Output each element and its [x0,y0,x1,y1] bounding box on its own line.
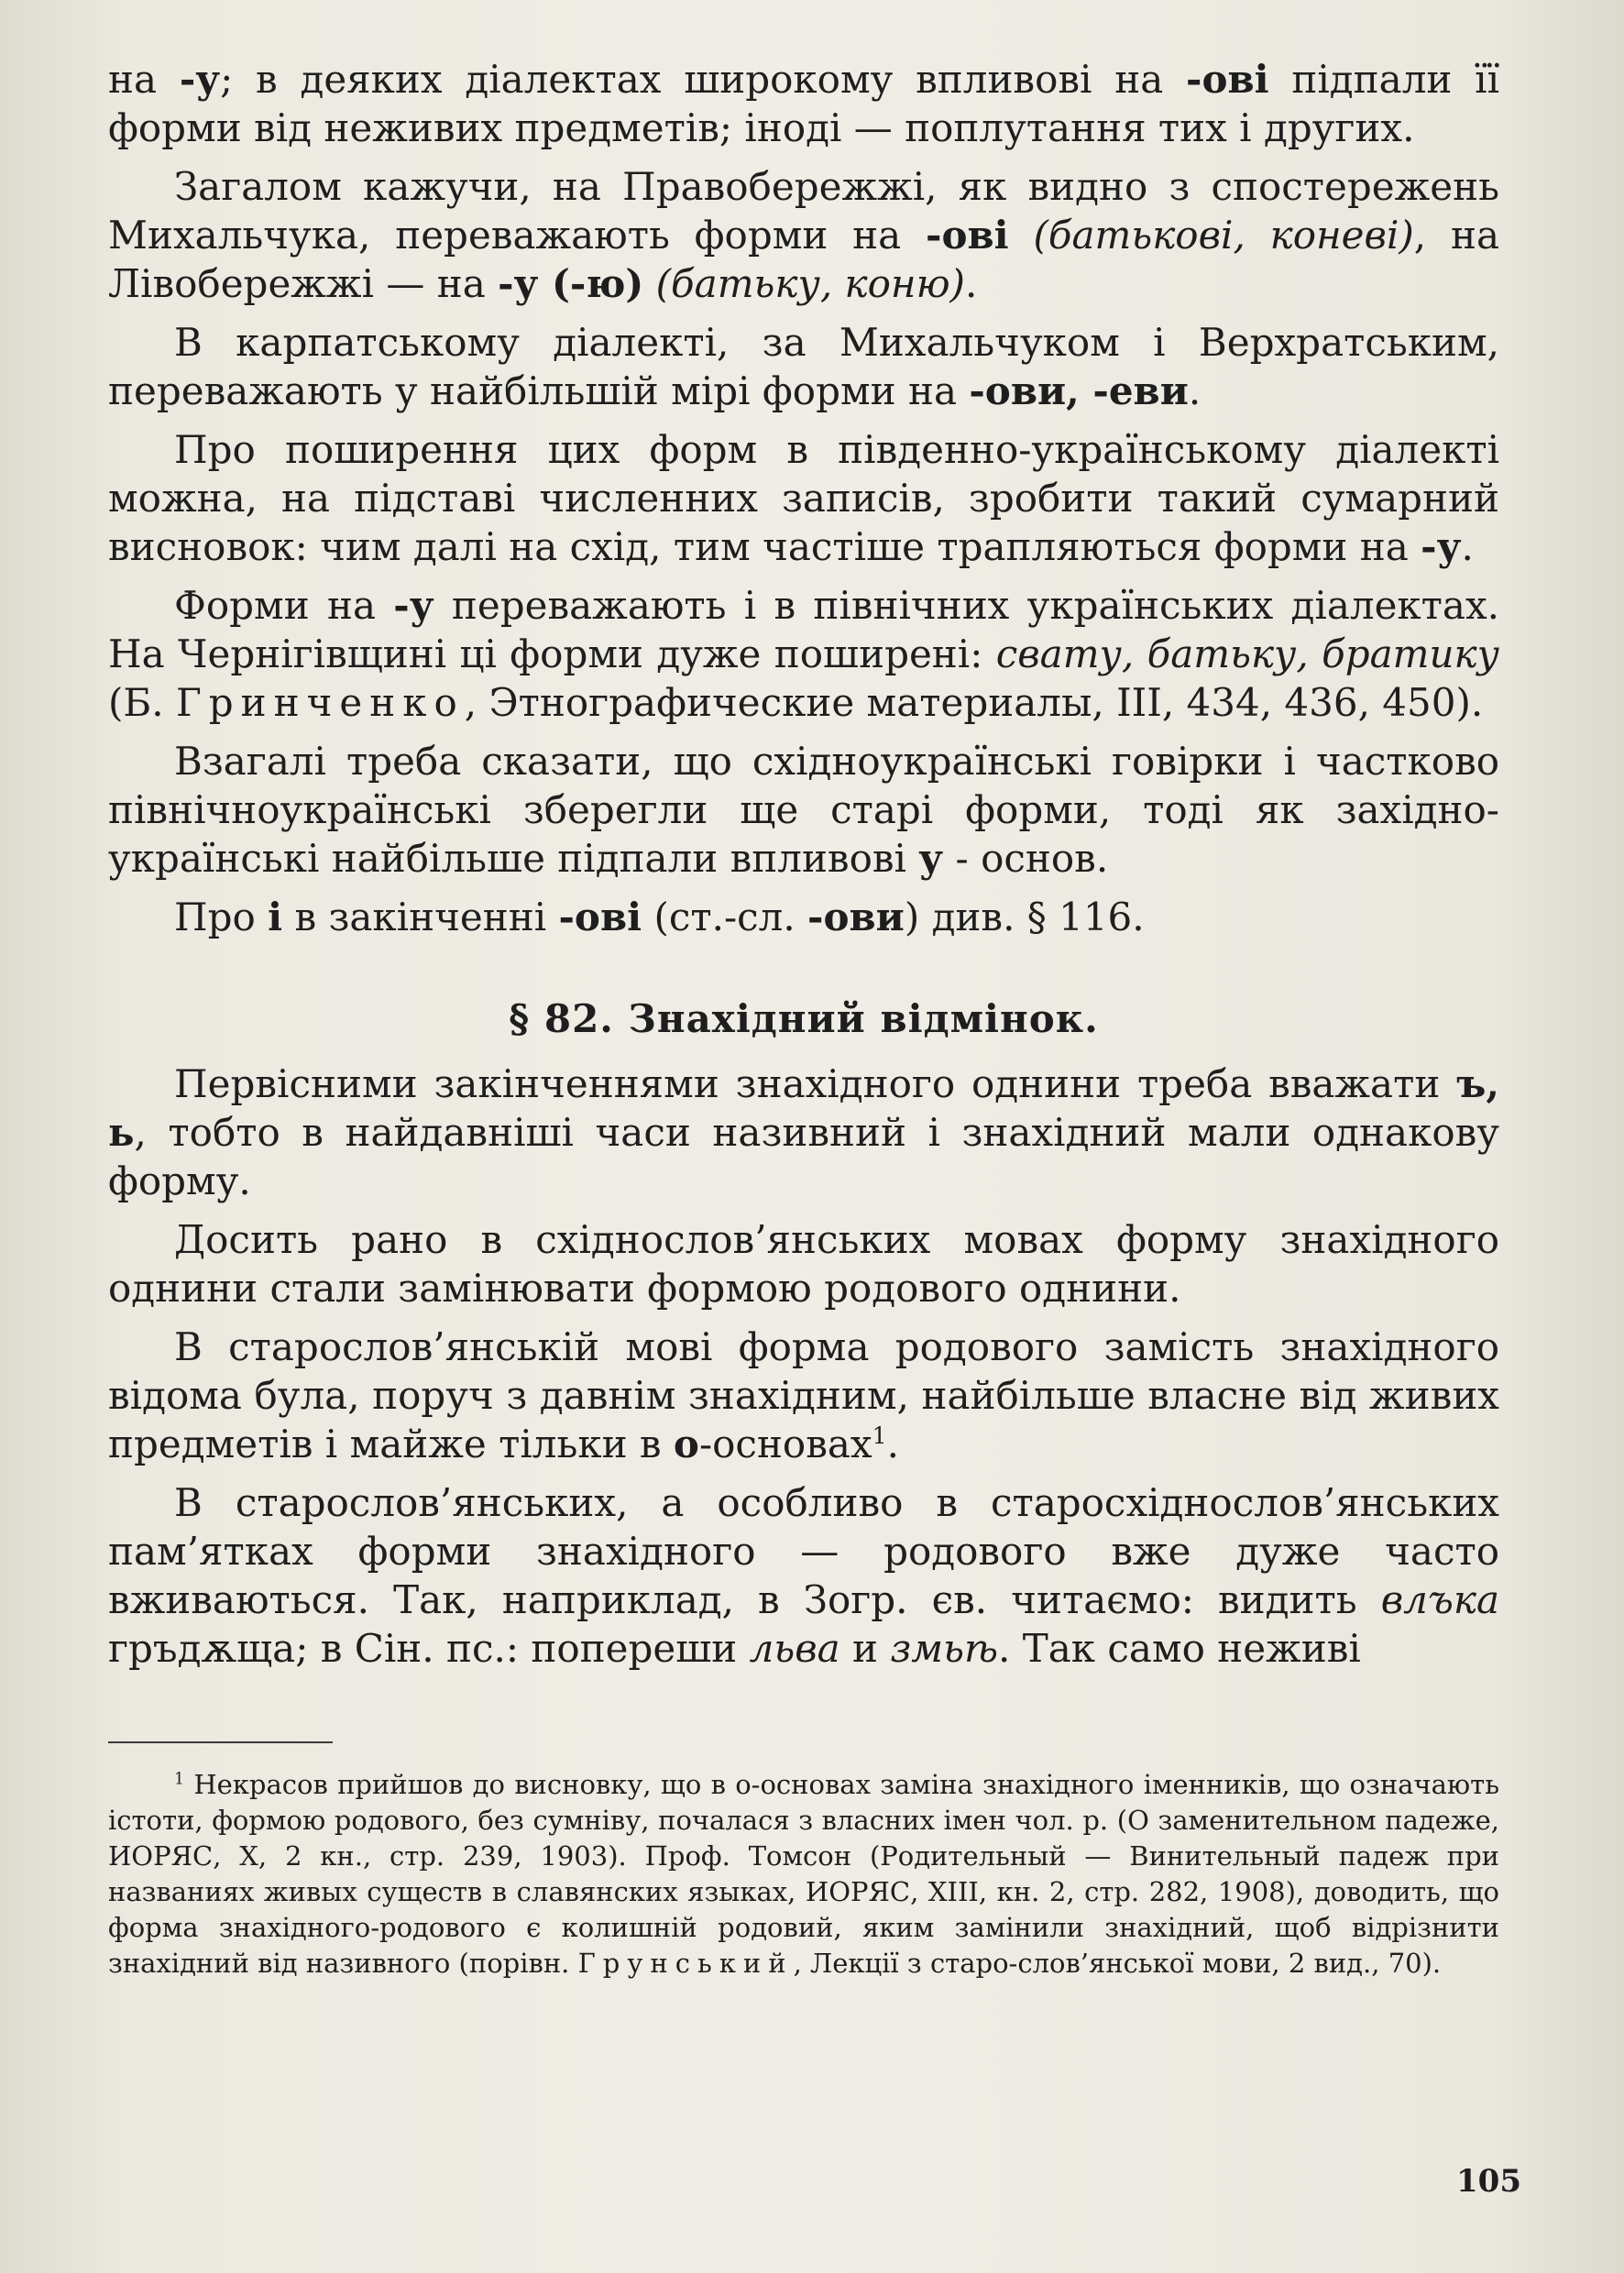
footnote-marker: 1 [174,1770,185,1789]
paragraph [108,162,1499,308]
paragraph-group-2 [108,1060,1499,1673]
text-run: В старослов’янській мові форма родового замість знахідного відома була, поруч з давнім знахідним, найбільше власне від живих предметів і майже тільки в [108,1324,1499,1466]
text-run: . [886,1422,899,1466]
text-run: . [964,261,978,306]
text-run: . Так само неживі [998,1626,1361,1671]
italic-example: змьѣ [890,1626,999,1671]
italic-example: свату, батьку, братику [995,631,1499,676]
text-run: гръдѫща; в Сін. пс.: попереши [108,1626,750,1671]
text-run: Взагалі треба сказати, що східноукраїнські говірки і частково північноукраїнські зберегли ще старі форми, тоді як західно-українські найбільше підпали впливові [108,739,1499,881]
bold-term: -ові [1186,57,1269,102]
paragraph [108,893,1499,941]
italic-example: (батькові, коневі) [1033,213,1414,258]
text-run [643,261,655,306]
text-run: Некрасов прийшов до висновку, що в о-основах заміна знахідного іменників, що означають істоти, формою родового, без сумніву, почалася з власних імен чол. р. (О заменительном падеже, ИОРЯС, X, 2 кн., стр. 239, 1903). Проф. Томсон (Родительный — Винительный падеж при названиях живых существ в славянских языках, ИОРЯС, XIII, кн. 2, стр. 282, 1908), доводить, що форма знахідного-родового є колишній родовий, яким замінили знахідний, щоб відрізнити знахідний від називного (порівн. [108,1769,1499,1979]
text-run: ; в деяких діалектах широкому впливові на [220,57,1187,102]
page-number: 105 [1456,2163,1521,2200]
text-run: , тобто в найдавніші часи називний і знахідний мали однакову форму. [108,1110,1499,1203]
section-heading: § 82. Знахідний відмінок. [509,996,1099,1041]
bold-term: у [918,836,944,881]
main-text [108,55,1499,1683]
paragraph-group-1 [108,55,1499,941]
text-run: . [1188,368,1202,413]
text-run: , на Лівобережжі — на [108,213,1500,306]
paragraph [108,581,1499,727]
paragraph [108,737,1499,883]
text-run: Про поширення цих форм в південно-українському діалекті можна, на підставі численних записів, зробити такий сумарний висновок: чим далі на схід, тим частіше трапляються форми на [108,427,1499,569]
text-run: підпали її форми від неживих предметів; іноді — поплутання тих і других. [108,57,1500,150]
text-run: переважають і в північних українських діалектах. На Чернігівщині ці форми дуже поширені: [108,583,1499,676]
text-run: (ст.-сл. [642,895,808,939]
text-run: . [1461,524,1474,569]
bold-term: -у [179,57,221,102]
bold-term: -ови [807,895,905,939]
text-run: Грунський [577,1948,794,1979]
italic-example: (батьку, коню) [655,261,965,306]
text-run: (Б. [108,680,176,725]
bold-term: о [673,1422,699,1466]
text-run: В карпатському діалекті, за Михальчуком і Верхратським, переважають у найбільшій мірі форми на [108,320,1499,413]
text-run: и [839,1626,891,1671]
text-run: , Этнографические материалы, III, 434, 436, 450). [464,680,1484,725]
bold-term: -у (-ю) [498,261,644,306]
bold-term: і [268,895,283,939]
bold-term: -у [1421,524,1462,569]
bold-term: -ові [558,895,642,939]
text-run: Досить рано в східнослов’янських мовах форму знахідного однини стали замінювати формою родового однини. [108,1217,1499,1311]
bold-term: -ові [926,213,1009,258]
footnote-marker: 1 [872,1422,887,1449]
italic-example: льва [749,1626,840,1671]
paragraph [108,1060,1499,1205]
text-run: ) див. § 116. [904,895,1145,939]
footnote-divider [108,1741,333,1743]
text-run [1009,213,1034,258]
text-run: -основах [698,1422,872,1466]
footnote [108,1767,1499,1982]
italic-example: влъка [1380,1577,1499,1622]
bold-term: -ови, -еви [969,368,1189,413]
paragraph [108,1215,1499,1312]
paragraph [108,425,1499,571]
text-run: В старослов’янських, а особливо в старосхіднослов’янських пам’ятках форми знахідного — родового вже дуже часто вживаються. Так, наприклад, в Зогр. єв. читаємо: видить [108,1480,1499,1622]
text-run: Форми на [174,583,394,628]
text-run: Первісними закінченнями знахідного однини треба вважати [174,1061,1457,1106]
footnote-text [108,1767,1499,1982]
text-run: Про [174,895,269,939]
bold-term: ъ, ь [108,1061,1499,1155]
text-run: на [108,57,180,102]
text-run: , Лекції з старо-слов’янської мови, 2 вид., 70). [793,1948,1442,1979]
text-run: Загалом кажучи, на Правобережжі, як видно з спостережень Михальчука, переважають форми на [108,164,1499,258]
paragraph [108,1478,1499,1673]
paragraph [108,1323,1499,1468]
paragraph [108,55,1499,152]
text-run: - основ. [943,836,1109,881]
bold-term: -у [393,583,434,628]
text-run: в закінченні [282,895,559,939]
paragraph [108,318,1499,415]
text-run: Гринченко [175,680,465,725]
